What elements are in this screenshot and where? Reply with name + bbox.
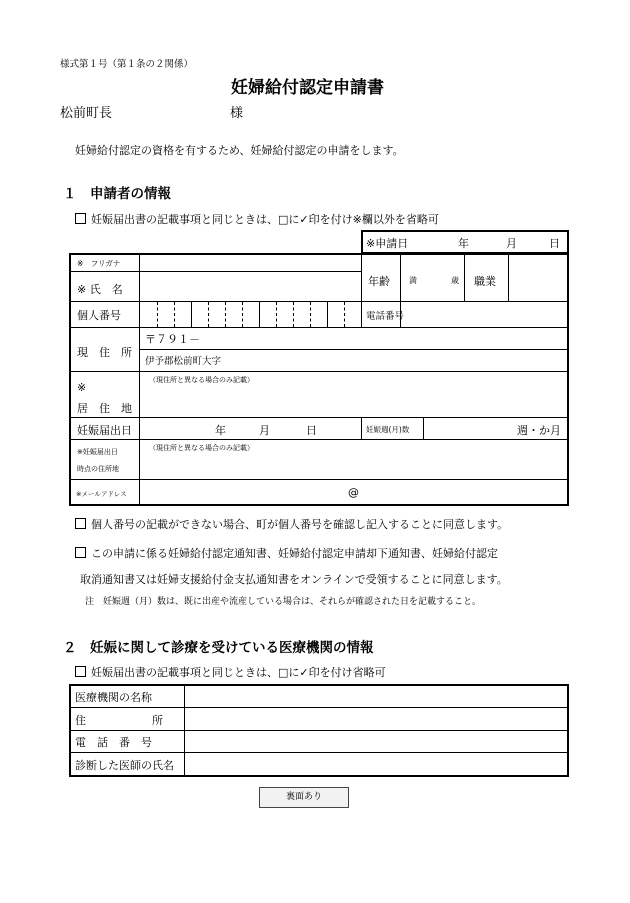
section2-same-checkbox[interactable] [75, 664, 386, 680]
name-label: ※ 氏 名 [77, 283, 123, 296]
checkbox-icon[interactable] [75, 213, 86, 224]
addressee: 松前町長 [60, 106, 113, 121]
pregnancy-date-label: 妊娠届出日 [77, 424, 132, 437]
age-label: 年齢 [368, 275, 390, 288]
consent-online[interactable] [75, 545, 498, 561]
application-date-year: 年 [458, 237, 469, 250]
checkbox-icon[interactable] [75, 547, 86, 558]
form-number: 様式第１号（第１条の２関係） [60, 59, 194, 70]
consent-online-text-1: この申請に係る妊婦給付認定通知書、妊婦給付認定申請却下通知書、妊婦給付認定 [91, 547, 498, 560]
pregnancy-address-note: （現住所と異なる場合のみ記載） [149, 444, 254, 452]
residence-label: 居 住 地 [77, 402, 132, 415]
postal-code: 〒７９１－ [145, 333, 200, 346]
email-label: ※メールアドレス [76, 490, 127, 498]
pregnancy-address-label-1: ※妊娠届出日 [77, 448, 118, 456]
current-address-label: 現 住 所 [77, 346, 132, 359]
furigana-label: ※ フリガナ [77, 259, 121, 268]
pregnancy-date-month: 月 [259, 424, 270, 437]
checkbox-icon[interactable] [75, 666, 86, 677]
institution-phone-label: 電 話 番 号 [75, 736, 152, 749]
note-text: 注 妊娠週（月）数は、既に出産や流産している場合は、それらが確認された日を記載すること。 [85, 597, 482, 607]
application-date-day: 日 [549, 237, 560, 250]
pregnancy-date-year: 年 [215, 424, 226, 437]
age-full-label: 満 [409, 276, 417, 285]
consent-my-number-text: 個人番号の記載ができない場合、町が個人番号を確認し記入することに同意します。 [91, 518, 509, 531]
weeks-unit: 週・か月 [517, 424, 561, 437]
doctor-name-label: 診断した医師の氏名 [75, 759, 174, 772]
residence-note: （現住所と異なる場合のみ記載） [149, 376, 254, 384]
section1-heading: １ 申請者の情報 [63, 186, 171, 202]
pregnancy-date-day: 日 [306, 424, 317, 437]
consent-online-text-2: 取消通知書又は妊婦支援給付金支払通知書をオンラインで受領することに同意します。 [80, 573, 508, 586]
section1-same-checkbox[interactable] [75, 211, 439, 227]
institution-name-label: 医療機関の名称 [75, 691, 152, 704]
intro-text: 妊婦給付認定の資格を有するため、妊婦給付認定の申請をします。 [75, 144, 404, 157]
institution-address-label: 住 所 [75, 714, 163, 727]
email-at-sign: @ [348, 486, 359, 499]
address-prefill: 伊予郡松前町大字 [145, 356, 222, 367]
consent-my-number[interactable] [75, 516, 508, 532]
application-date-label: ※申請日 [366, 237, 409, 250]
my-number-label: 個人番号 [77, 309, 121, 322]
page-title: 妊婦給付認定申請書 [231, 78, 384, 98]
checkbox-icon[interactable] [75, 518, 86, 529]
honorific: 様 [230, 106, 244, 121]
back-side-button[interactable]: 裏面あり [259, 787, 349, 808]
section2-checkbox-label: 妊娠届出書の記載事項と同じときは、□に✓印を付け省略可 [91, 666, 386, 679]
section1-checkbox-label: 妊娠届出書の記載事項と同じときは、□に✓印を付け※欄以外を省略可 [91, 213, 439, 226]
pregnancy-address-label-2: 時点の住所地 [77, 465, 119, 473]
age-unit-label: 歳 [451, 276, 459, 285]
occupation-label: 職業 [474, 275, 496, 288]
weeks-label: 妊娠週(月)数 [366, 425, 410, 434]
residence-mark: ※ [77, 381, 87, 394]
application-date-month: 月 [506, 237, 517, 250]
phone-label: 電話番号 [366, 311, 405, 322]
applicant-table [69, 253, 569, 506]
section2-heading: ２ 妊娠に関して診療を受けている医療機関の情報 [63, 640, 374, 656]
